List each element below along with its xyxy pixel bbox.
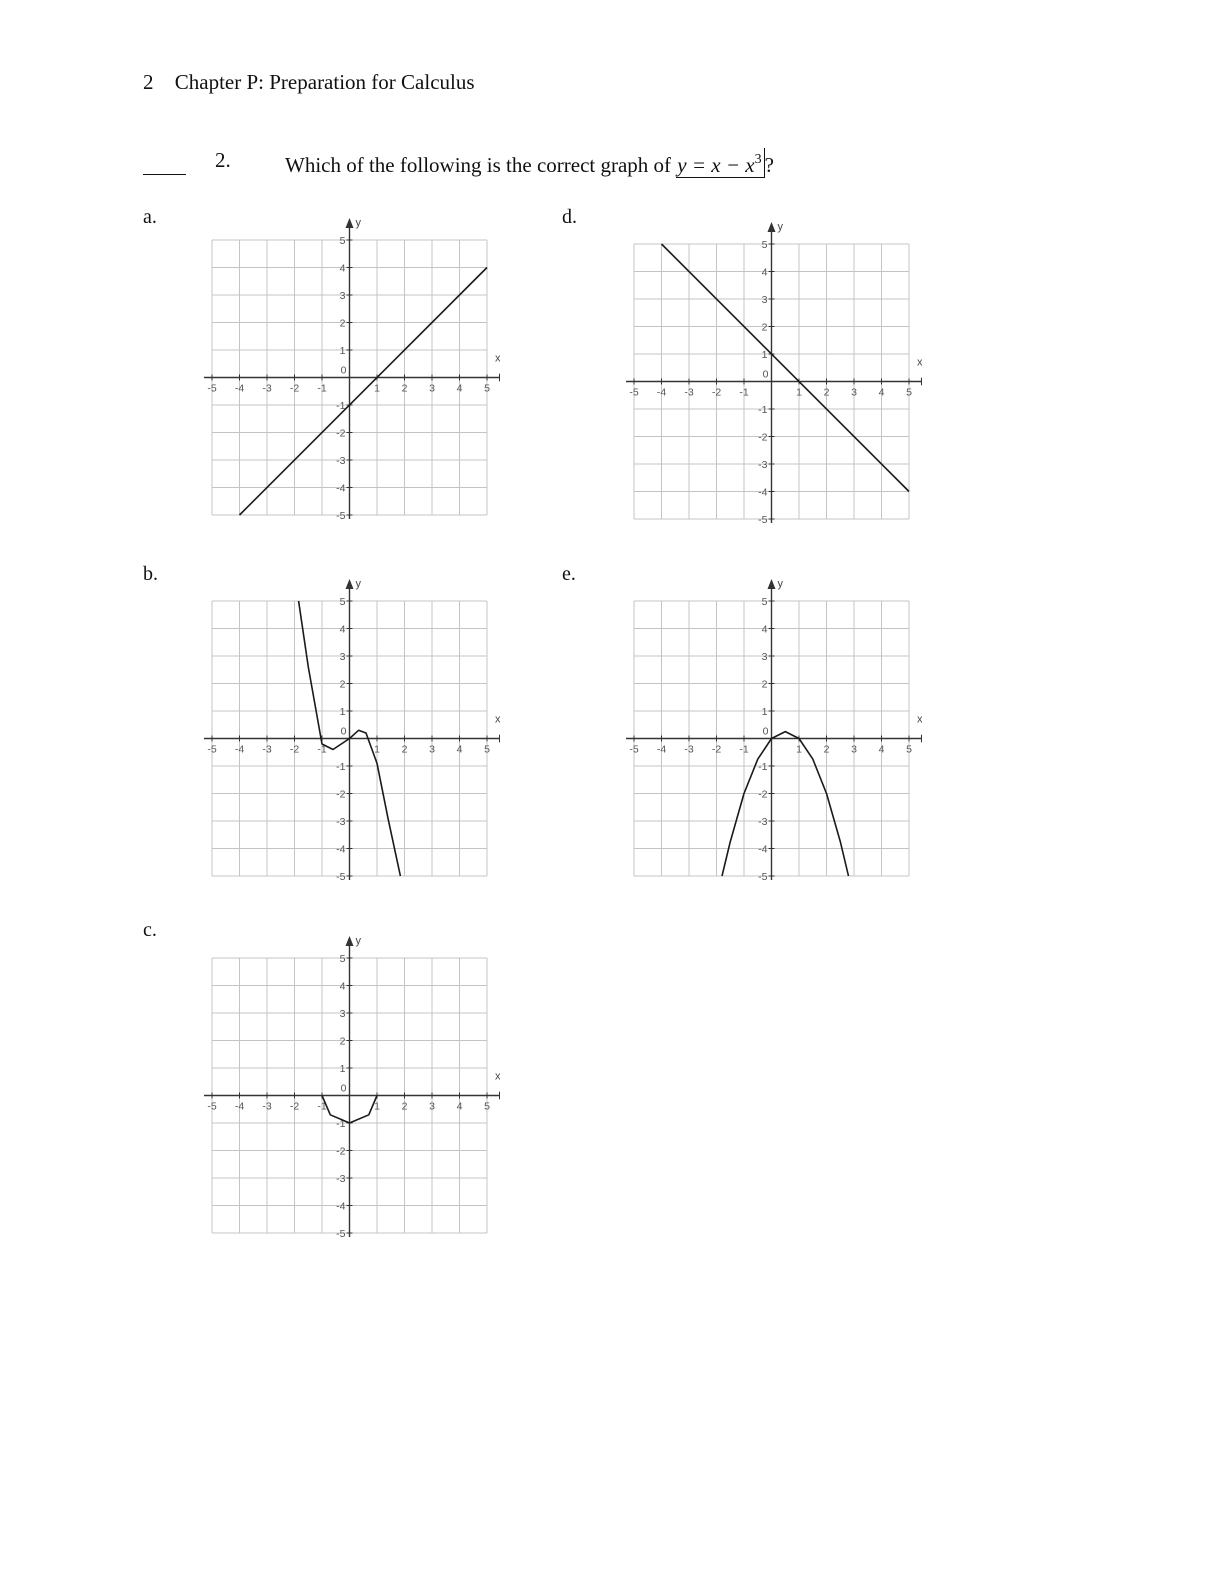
x-tick-label: -1 (739, 386, 749, 399)
y-tick-label: 4 (339, 980, 346, 993)
x-tick-label: 3 (429, 1100, 435, 1113)
y-tick-label: -3 (758, 816, 768, 828)
y-tick-label: 1 (761, 706, 768, 718)
y-axis-label: y (355, 578, 361, 590)
y-tick-label: 5 (339, 953, 346, 965)
y-tick-label: -5 (336, 510, 346, 522)
y-axis-arrow (768, 579, 776, 589)
question (143, 148, 843, 180)
graph-curve (240, 268, 488, 516)
question-prompt: Which of the following is the correct graph of (285, 153, 672, 177)
equation-exponent: 3 (754, 152, 762, 167)
y-tick-label: -2 (336, 427, 346, 440)
choice-label-e: e. (562, 563, 576, 585)
x-tick-label: -1 (739, 743, 749, 756)
y-tick-label: 5 (761, 596, 768, 608)
x-tick-label: 2 (823, 743, 830, 756)
y-tick-label: 4 (761, 266, 768, 279)
x-tick-label: 2 (401, 382, 408, 395)
x-tick-label: -1 (317, 1100, 327, 1113)
x-tick-label: 0 (762, 368, 769, 381)
equation-lhs: y = x − x (677, 153, 755, 177)
x-tick-label: 5 (484, 382, 490, 395)
y-tick-label: -1 (336, 761, 346, 773)
x-axis-arrow (921, 378, 922, 386)
x-tick-label: -1 (317, 743, 327, 756)
chapter-label: Chapter P (174, 70, 259, 94)
y-tick-label: -2 (758, 431, 768, 444)
x-tick-label: 2 (401, 1100, 408, 1113)
graph-c[interactable] (200, 930, 500, 1240)
x-tick-label: 1 (374, 743, 380, 756)
x-tick-label: -3 (262, 743, 272, 756)
x-tick-label: 0 (340, 1082, 347, 1095)
x-tick-label: 0 (340, 364, 347, 377)
y-tick-label: 2 (339, 678, 346, 691)
y-axis-label: y (355, 217, 361, 229)
x-axis-arrow (499, 374, 500, 382)
x-tick-label: 0 (340, 725, 347, 738)
question-text (285, 148, 774, 178)
y-tick-label: -1 (336, 400, 346, 412)
x-axis-label: x (495, 1070, 500, 1083)
x-tick-label: -3 (684, 386, 694, 399)
graph-b[interactable] (200, 573, 500, 883)
y-tick-label: 5 (339, 235, 346, 247)
x-tick-label: 1 (374, 1100, 380, 1113)
y-axis-arrow (346, 936, 354, 946)
y-tick-label: 4 (339, 262, 346, 275)
x-axis-label: x (917, 356, 922, 369)
y-tick-label: -2 (336, 788, 346, 801)
x-tick-label: 1 (374, 382, 380, 395)
question-suffix: ? (764, 153, 774, 177)
x-axis-label: x (495, 713, 500, 726)
x-tick-label: 1 (796, 386, 802, 399)
x-tick-label: 5 (484, 743, 490, 756)
graph-d[interactable] (622, 216, 922, 526)
x-axis-arrow (921, 735, 922, 743)
graph-a[interactable] (200, 212, 500, 522)
x-tick-label: -4 (234, 382, 245, 395)
x-tick-label: -5 (207, 1100, 217, 1113)
x-tick-label: 1 (796, 743, 802, 756)
x-tick-label: 4 (878, 386, 885, 399)
y-tick-label: 3 (339, 651, 346, 663)
x-tick-label: -4 (234, 1100, 245, 1113)
y-axis-arrow (346, 579, 354, 589)
question-number: 2. (215, 148, 231, 172)
x-tick-label: 0 (762, 725, 769, 738)
y-tick-label: -3 (336, 1173, 346, 1185)
y-axis-arrow (346, 218, 354, 228)
x-tick-label: 5 (484, 1100, 490, 1113)
y-tick-label: 5 (339, 596, 346, 608)
x-tick-label: -3 (262, 1100, 272, 1113)
x-tick-label: 5 (906, 386, 912, 399)
x-tick-label: -3 (262, 382, 272, 395)
x-tick-label: -4 (656, 743, 667, 756)
x-tick-label: 4 (456, 382, 463, 395)
choice-label-b: b. (143, 563, 158, 585)
x-tick-label: -1 (317, 382, 327, 395)
y-tick-label: -4 (758, 486, 768, 499)
x-tick-label: 5 (906, 743, 912, 756)
y-tick-label: 3 (339, 1008, 346, 1020)
x-tick-label: 2 (823, 386, 830, 399)
y-tick-label: -4 (336, 482, 346, 495)
y-tick-label: 2 (761, 321, 768, 334)
y-tick-label: 3 (761, 294, 768, 306)
y-tick-label: -4 (758, 843, 768, 856)
x-tick-label: 3 (851, 386, 857, 399)
y-tick-label: -4 (336, 1200, 346, 1213)
x-axis-label: x (917, 713, 922, 726)
x-tick-label: -3 (684, 743, 694, 756)
y-tick-label: 3 (761, 651, 768, 663)
y-tick-label: 1 (339, 706, 346, 718)
y-tick-label: 4 (761, 623, 768, 636)
y-tick-label: 5 (761, 239, 768, 251)
y-tick-label: -5 (336, 871, 346, 883)
x-tick-label: -2 (289, 382, 300, 395)
x-tick-label: 4 (878, 743, 885, 756)
y-tick-label: 1 (339, 1063, 346, 1075)
y-tick-label: -5 (758, 514, 768, 526)
y-tick-label: -2 (758, 788, 768, 801)
x-tick-label: -4 (234, 743, 245, 756)
graph-curve (662, 244, 910, 492)
graph-canvas (622, 573, 922, 883)
x-axis-arrow (499, 735, 500, 743)
x-tick-label: -2 (289, 743, 300, 756)
y-tick-label: -1 (336, 1118, 346, 1130)
x-tick-label: 3 (429, 743, 435, 756)
answer-blank[interactable] (143, 174, 186, 175)
y-tick-label: 4 (339, 623, 346, 636)
y-tick-label: -1 (758, 761, 768, 773)
graph-e[interactable] (622, 573, 922, 883)
x-axis-arrow (499, 1092, 500, 1100)
x-axis-label: x (495, 352, 500, 365)
y-tick-label: 3 (339, 290, 346, 302)
x-tick-label: -2 (711, 743, 722, 756)
y-tick-label: -1 (758, 404, 768, 416)
graph-canvas (622, 216, 922, 526)
choice-label-a: a. (143, 206, 157, 228)
x-tick-label: -4 (656, 386, 667, 399)
y-tick-label: -4 (336, 843, 346, 856)
x-tick-label: -5 (629, 386, 639, 399)
x-tick-label: 2 (401, 743, 408, 756)
x-tick-label: 4 (456, 1100, 463, 1113)
y-tick-label: -5 (758, 871, 768, 883)
page-header: 2 Chapter P: Preparation for Calculus (143, 70, 475, 94)
y-tick-label: 2 (339, 317, 346, 330)
y-tick-label: -3 (336, 455, 346, 467)
graph-canvas (200, 930, 500, 1240)
choice-label-d: d. (562, 206, 577, 228)
graph-canvas (200, 573, 500, 883)
y-tick-label: 2 (761, 678, 768, 691)
y-tick-label: 1 (339, 345, 346, 357)
x-tick-label: -5 (207, 743, 217, 756)
equation (676, 148, 764, 178)
y-axis-label: y (355, 935, 361, 947)
x-tick-label: -5 (629, 743, 639, 756)
y-axis-arrow (768, 222, 776, 232)
y-tick-label: 2 (339, 1035, 346, 1048)
chapter-title: Preparation for Calculus (269, 70, 475, 94)
x-tick-label: -2 (289, 1100, 300, 1113)
y-axis-label: y (777, 221, 783, 233)
choice-label-c: c. (143, 919, 157, 941)
y-tick-label: -3 (336, 816, 346, 828)
x-tick-label: 3 (429, 382, 435, 395)
y-tick-label: -3 (758, 459, 768, 471)
x-tick-label: -5 (207, 382, 217, 395)
page-number: 2 (143, 70, 154, 94)
y-tick-label: -5 (336, 1228, 346, 1240)
y-axis-label: y (777, 578, 783, 590)
graph-canvas (200, 212, 500, 522)
x-tick-label: 4 (456, 743, 463, 756)
y-tick-label: 1 (761, 349, 768, 361)
x-tick-label: -2 (711, 386, 722, 399)
y-tick-label: -2 (336, 1145, 346, 1158)
x-tick-label: 3 (851, 743, 857, 756)
